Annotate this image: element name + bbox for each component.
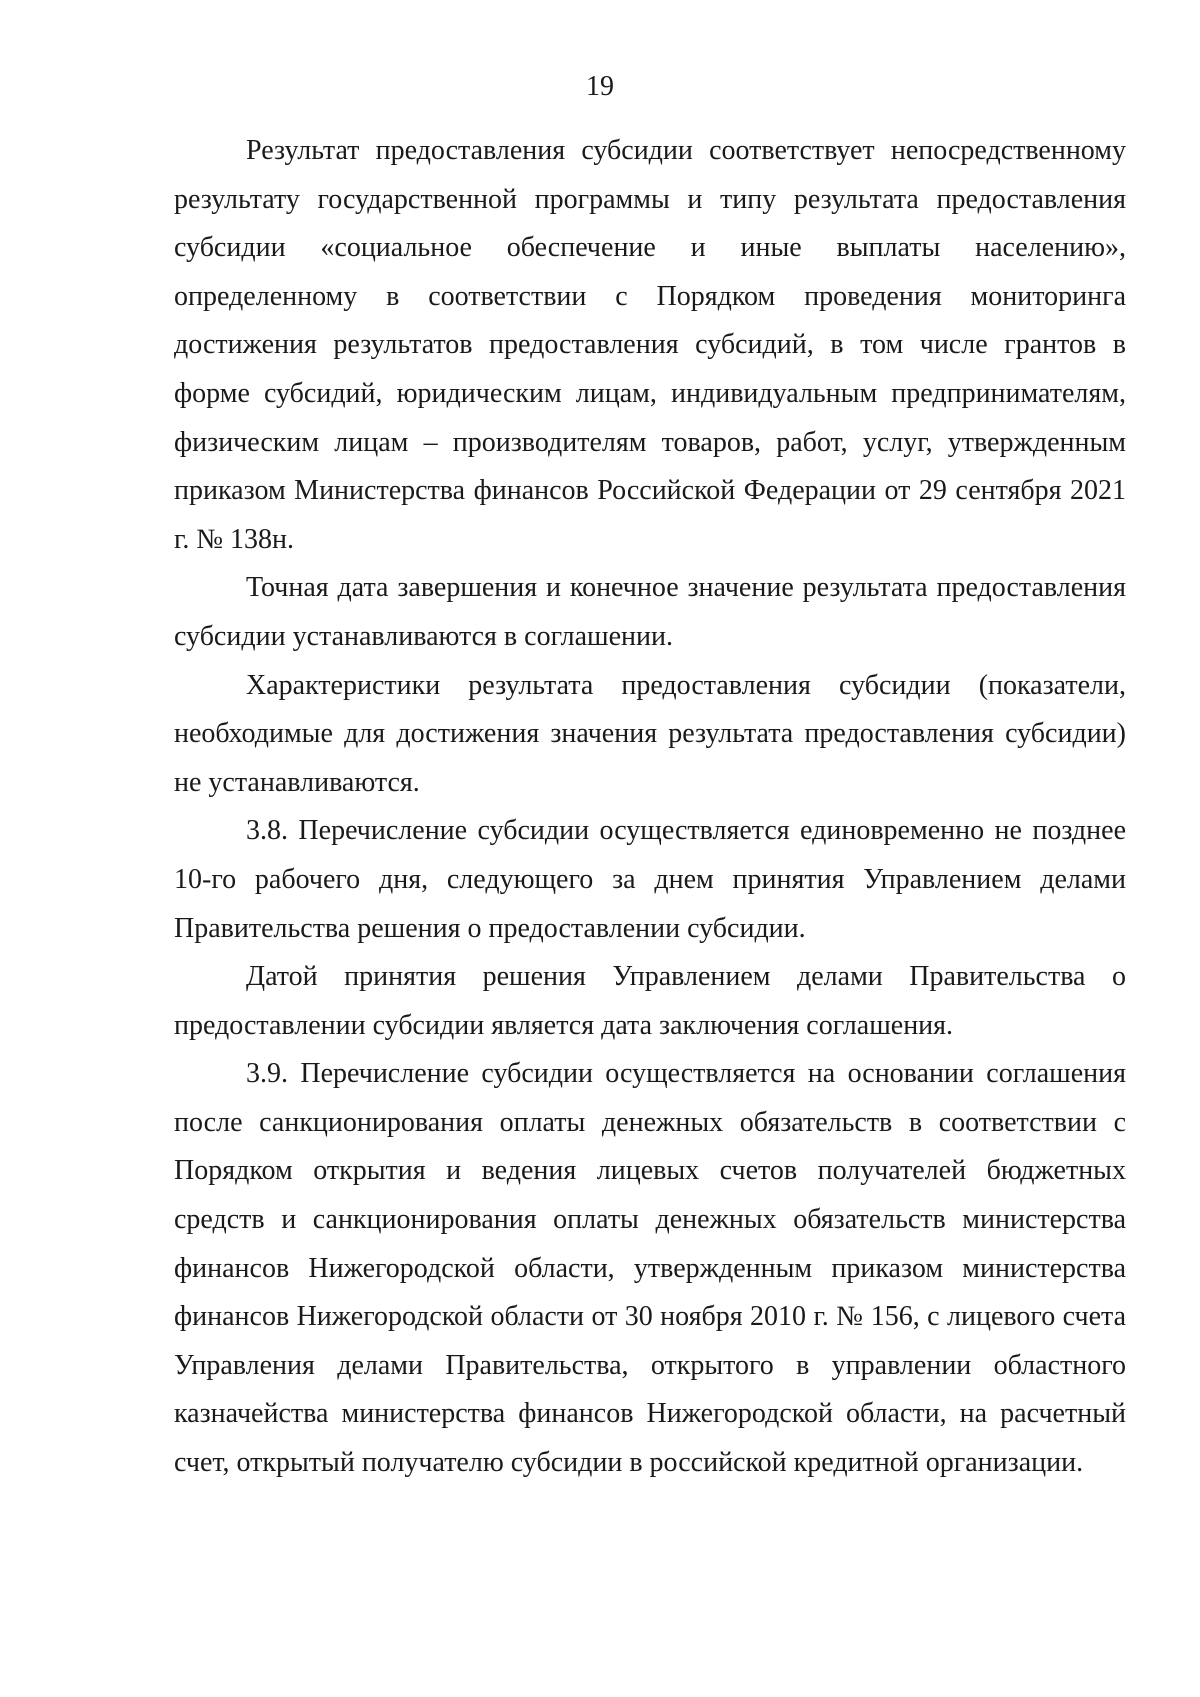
paragraph-subsidy-result: Результат предоставления субсидии соответствует непосредственному результату государственной программы и типу результата предоставления субсидии «социальное обеспечение и иные выплаты населению», определенному в соответствии с Порядком проведения мониторинга достижения результатов предоставления субсидий, в том числе грантов в форме субсидий, юридическим лицам, индивидуальным предпринимателям, физическим лицам – производителям товаров, работ, услуг, утвержденным приказом Министерства финансов Российской Федерации от 29 сентября 2021 г. № 138н. [174,135,1126,555]
document-body [174,127,1126,1488]
paragraph-exact-date: Точная дата завершения и конечное значение результата предоставления субсидии устанавливаются в соглашении. [174,572,1126,652]
paragraph-decision-date: Датой принятия решения Управлением делами Правительства о предоставлении субсидии является дата заключения соглашения. [174,961,1126,1041]
paragraph-result-characteristics: Характеристики результата предоставления субсидии (показатели, необходимые для достижения значения результата предоставления субсидии) не устанавливаются. [174,669,1126,798]
paragraph-section-3-9: 3.9. Перечисление субсидии осуществляется на основании соглашения после санкционирования оплаты денежных обязательств в соответствии с Порядком открытия и ведения лицевых счетов получателей бюджетных средств и санкционирования оплаты денежных обязательств министерства финансов Нижегородской области, утвержденным приказом министерства финансов Нижегородской области от 30 ноября 2010 г. № 156, с лицевого счета Управления делами Правительства, открытого в управлении областного казначейства министерства финансов Нижегородской области, на расчетный счет, открытый получателю субсидии в российской кредитной организации. [174,1058,1126,1479]
paragraph-section-3-8: 3.8. Перечисление субсидии осуществляется единовременно не позднее 10-го рабочего дня, следующего за днем принятия Управлением делами Правительства решения о предоставлении субсидии. [174,815,1126,944]
page-number: 19 [586,71,614,102]
